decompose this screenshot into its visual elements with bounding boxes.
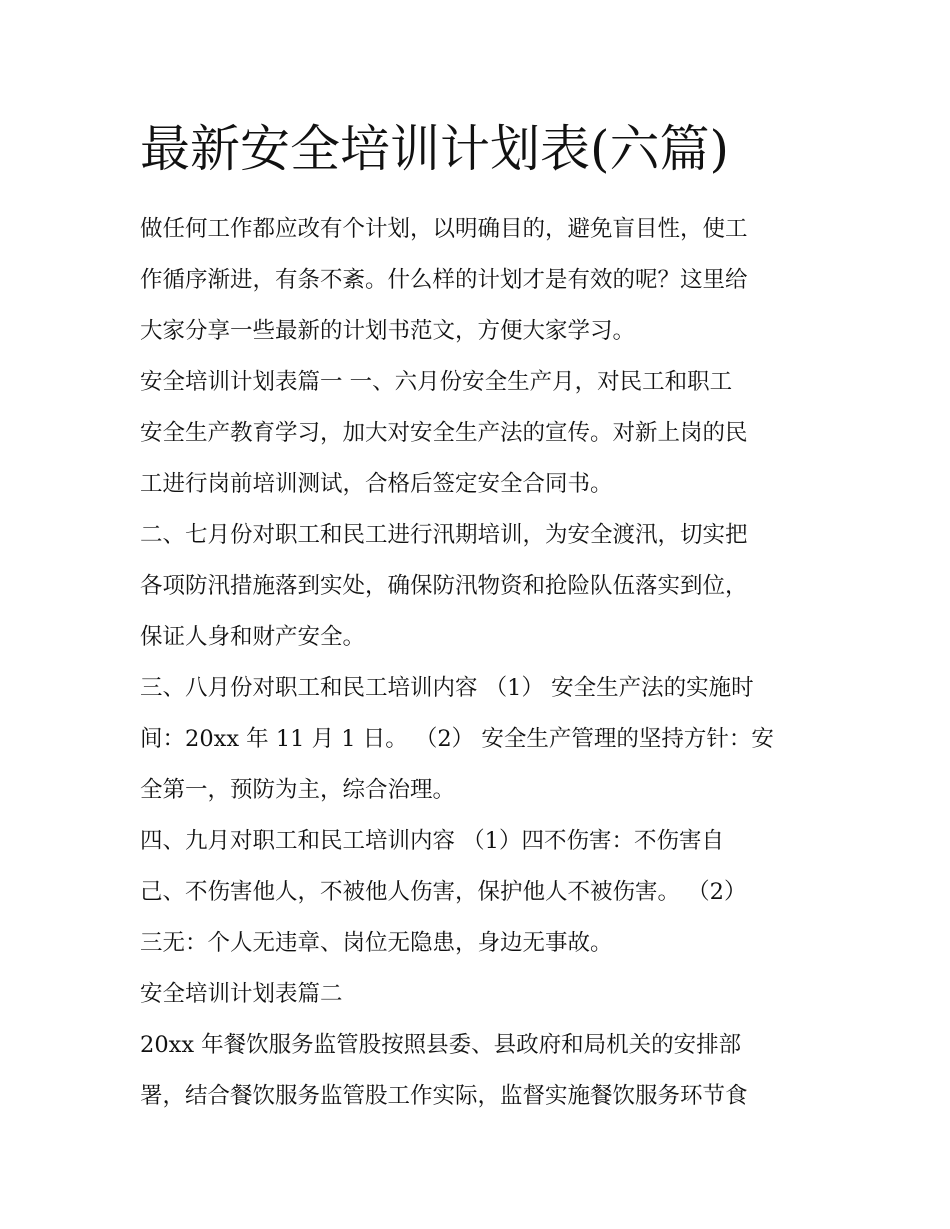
paragraph-line: 大家分享一些最新的计划书范文，方便大家学习。 — [140, 318, 636, 344]
paragraph-line: 间：20xx 年 11 月 1 日。 （2） 安全生产管理的坚持方针：安 — [140, 726, 774, 752]
paragraph-september — [140, 816, 820, 969]
paragraph-line: 安全培训计划表篇一 一、六月份安全生产月，对民工和职工 — [140, 369, 733, 395]
paragraph-intro — [140, 204, 820, 357]
paragraph-line: 工进行岗前培训测试，合格后签定安全合同书。 — [140, 471, 613, 497]
paragraph-line: 己、不伤害他人，不被他人伤害，保护他人不被伤害。 （2） — [140, 879, 747, 905]
paragraph-line: 做任何工作都应改有个计划，以明确目的，避免盲目性，使工 — [140, 216, 748, 242]
paragraph-line: 安全培训计划表篇二 — [140, 981, 343, 1007]
paragraph-line: 二、七月份对职工和民工进行汛期培训，为安全渡汛，切实把 — [140, 522, 748, 548]
paragraph-line: 全第一，预防为主，综合治理。 — [140, 777, 456, 803]
paragraph-line: 保证人身和财产安全。 — [140, 624, 366, 650]
paragraph-line: 四、九月对职工和民工培训内容 （1）四不伤害：不伤害自 — [140, 828, 724, 854]
paragraph-part-two — [140, 1020, 820, 1122]
section-heading-part-two — [140, 969, 820, 1020]
paragraph-july — [140, 510, 820, 663]
paragraph-line: 20xx 年餐饮服务监管股按照县委、县政府和局机关的安排部 — [140, 1032, 742, 1058]
paragraph-line: 安全生产教育学习，加大对安全生产法的宣传。对新上岗的民 — [140, 420, 748, 446]
paragraph-line: 署，结合餐饮服务监管股工作实际，监督实施餐饮服务环节食 — [140, 1083, 748, 1109]
paragraph-line: 三、八月份对职工和民工培训内容 （1） 安全生产法的实施时 — [140, 675, 754, 701]
paragraph-part-one — [140, 357, 820, 510]
paragraph-line: 三无：个人无违章、岗位无隐患，身边无事故。 — [140, 930, 613, 956]
paragraph-line: 作循序渐进，有条不紊。什么样的计划才是有效的呢？这里给 — [140, 267, 748, 293]
paragraph-august — [140, 663, 820, 816]
paragraph-line: 各项防汛措施落到实处，确保防汛物资和抢险队伍落实到位， — [140, 573, 748, 599]
document-title: 最新安全培训计划表(六篇) — [140, 120, 730, 178]
document-content — [140, 118, 820, 1122]
